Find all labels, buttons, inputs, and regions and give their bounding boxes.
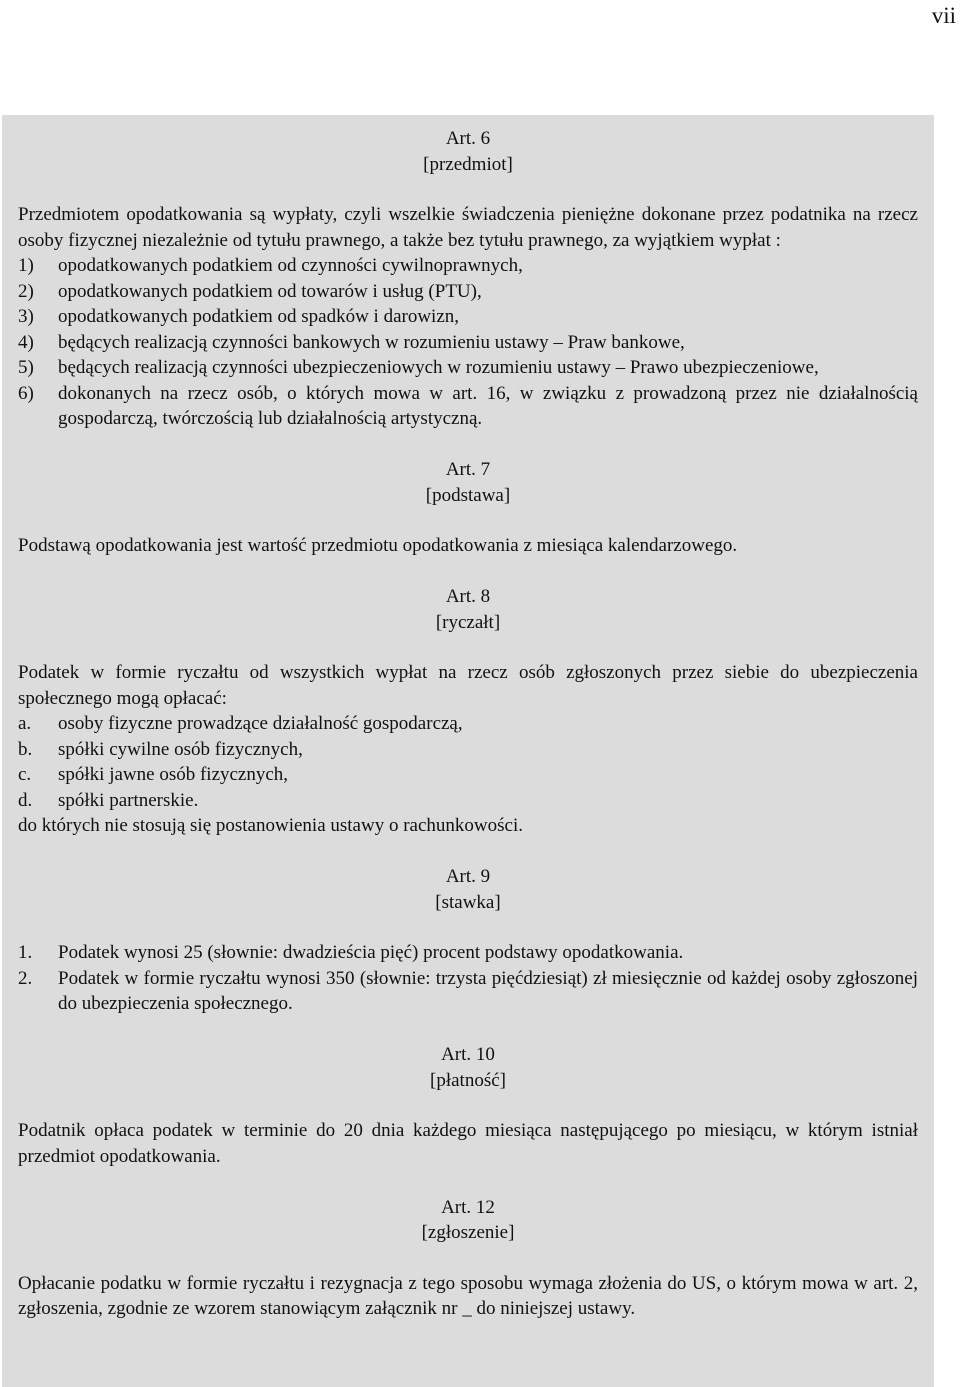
- article-12-heading: [18, 1195, 918, 1246]
- list-item-text: spółki partnerskie.: [58, 789, 199, 811]
- list-item-number: 1.: [18, 942, 33, 963]
- list-item: [18, 304, 918, 330]
- list-item: [18, 355, 918, 381]
- list-item-number: 4): [18, 331, 34, 353]
- article-8: [18, 584, 918, 839]
- list-item: [18, 737, 918, 763]
- list-item: [18, 330, 918, 356]
- article-6: [18, 126, 918, 432]
- article-10: [18, 1042, 918, 1169]
- article-9-title: [stawka]: [435, 891, 501, 913]
- list-item: [18, 279, 918, 305]
- article-9: [18, 864, 918, 1017]
- article-9-number: Art. 9: [445, 866, 491, 887]
- article-6-heading: [18, 126, 918, 177]
- list-item-text: Podatek wynosi 25 (słownie: dwadzieścia pięć) procent podstawy opodatkowania.: [58, 942, 684, 963]
- list-item-text: osoby fizyczne prowadzące działalność gospodarczą,: [58, 713, 463, 734]
- list-item-text: Podatek w formie ryczałtu wynosi 350 (słownie: trzysta pięćdziesiąt) zł miesięcznie od każdej osoby zgłoszonej do ubezpieczenia społecznego.: [58, 967, 918, 1014]
- spacer: [18, 1017, 918, 1043]
- list-item: [18, 253, 918, 279]
- list-item: [18, 788, 918, 814]
- article-7-number: Art. 7: [445, 459, 491, 480]
- list-item-text: opodatkowanych podatkiem od towarów i usług (PTU),: [58, 280, 482, 302]
- article-8-title: [ryczałt]: [435, 611, 501, 633]
- article-8-closing: do których nie stosują się postanowienia ustawy o rachunkowości.: [18, 815, 523, 836]
- article-10-heading: [18, 1042, 918, 1093]
- list-item-number: 1): [18, 255, 34, 276]
- list-item-number: 2): [18, 280, 34, 302]
- list-item: [18, 762, 918, 788]
- list-item-number: d.: [18, 789, 33, 811]
- article-6-title: [przedmiot]: [423, 153, 513, 175]
- list-item-text: opodatkowanych podatkiem od czynności cywilnoprawnych,: [58, 255, 523, 276]
- article-7-heading: [18, 457, 918, 508]
- article-7-text: Podstawą opodatkowania jest wartość przedmiotu opodatkowania z miesiąca kalendarzowego.: [18, 535, 738, 556]
- list-item: [18, 711, 918, 737]
- document-panel: [2, 115, 934, 1387]
- list-item-text: spółki jawne osób fizycznych,: [58, 764, 289, 785]
- list-item-number: b.: [18, 738, 33, 760]
- list-item-number: 5): [18, 357, 34, 378]
- list-item-text: opodatkowanych podatkiem od spadków i darowizn,: [58, 306, 460, 327]
- spacer: [18, 432, 918, 458]
- list-item-number: 2.: [18, 967, 33, 989]
- list-item-text: będących realizacją czynności ubezpieczeniowych w rozumieniu ustawy – Prawo ubezpieczeniowe,: [58, 357, 819, 378]
- article-10-number: Art. 10: [441, 1044, 495, 1065]
- list-item-number: a.: [18, 713, 32, 734]
- list-item: [18, 381, 918, 432]
- page-number: vii: [931, 3, 956, 28]
- article-8-intro: Podatek w formie ryczałtu od wszystkich wypłat na rzecz osób zgłoszonych przez siebie do ubezpieczenia społecznego mogą opłacać:: [18, 662, 918, 709]
- article-10-text: Podatnik opłaca podatek w terminie do 20 dnia każdego miesiąca następującego po miesiącu, w którym istniał przedmiot opodatkowania.: [18, 1120, 918, 1167]
- spacer: [18, 839, 918, 865]
- list-item-text: będących realizacją czynności bankowych w rozumieniu ustawy – Praw bankowe,: [58, 331, 685, 353]
- article-12: [18, 1195, 918, 1322]
- spacer: [18, 1169, 918, 1195]
- article-6-intro: Przedmiotem opodatkowania są wypłaty, czyli wszelkie świadczenia pieniężne dokonane przez podatnika na rzecz osoby fizycznej niezależnie od tytułu prawnego, a także bez tytułu prawnego, za wyjątkiem wypłat :: [18, 204, 918, 251]
- article-6-number: Art. 6: [445, 128, 491, 149]
- article-8-number: Art. 8: [445, 586, 491, 607]
- list-item-number: 6): [18, 382, 34, 404]
- list-item-number: c.: [18, 764, 32, 785]
- article-9-heading: [18, 864, 918, 915]
- list-item-text: spółki cywilne osób fizycznych,: [58, 738, 303, 760]
- list-item-text: dokonanych na rzecz osób, o których mowa w art. 16, w związku z prowadzoną przez nie działalnością gospodarczą, twórczością lub działalnością artystyczną.: [58, 382, 918, 429]
- list-item: [18, 966, 918, 1017]
- article-7-title: [podstawa]: [425, 484, 511, 506]
- list-item: [18, 940, 918, 966]
- list-item-number: 3): [18, 306, 34, 327]
- article-8-heading: [18, 584, 918, 635]
- article-7: [18, 457, 918, 559]
- article-12-number: Art. 12: [441, 1196, 495, 1218]
- spacer: [18, 559, 918, 585]
- article-10-title: [płatność]: [430, 1069, 506, 1091]
- article-12-text: Opłacanie podatku w formie ryczałtu i rezygnacja z tego sposobu wymaga złożenia do US, o którym mowa w art. 2, zgłoszenia, zgodnie ze wzorem stanowiącym załącznik nr _ do niniejszej ustawy.: [18, 1272, 918, 1319]
- article-12-title: [zgłoszenie]: [421, 1222, 515, 1243]
